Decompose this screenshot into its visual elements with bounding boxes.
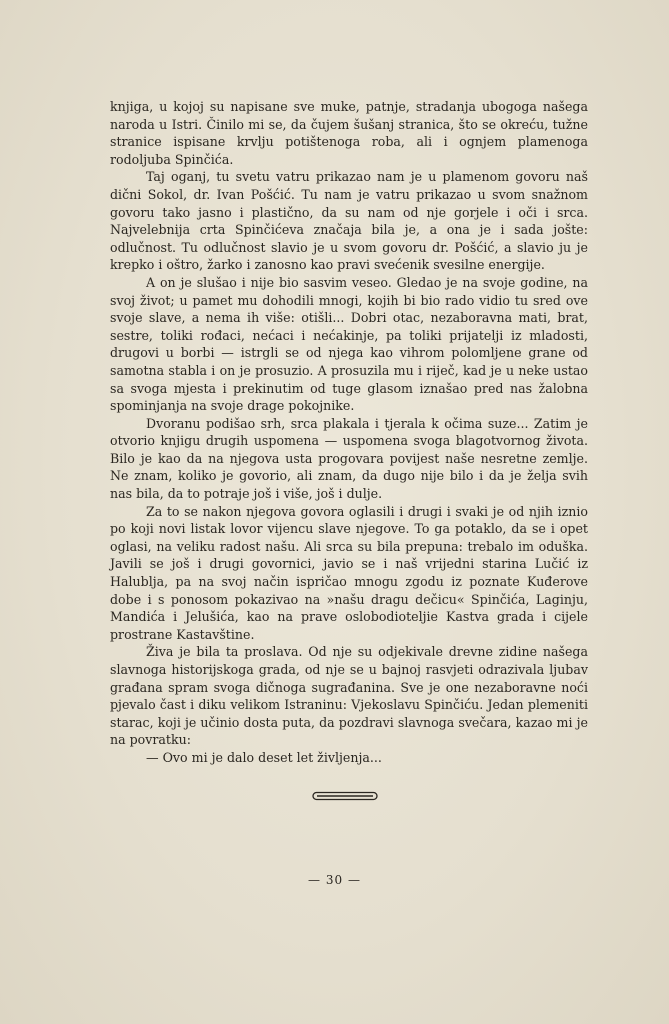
paragraph-3: A on je slušao i nije bio sasvim veseo. Gledao je na svoje godine, na svoj život; u pamet mu dohodili mnogi, kojih bi bio rado vidio tu sred ove svoje slave, a nema ih više: otišli... Dobri otac, nezaboravna mati, brat, sestre, toliki rođaci, nećaci i nećakinje, pa toliki prijatelji iz mladosti, drugovi u borbi — istrgli se od njega kao vihrom polomljene grane od samotna stabla i on je prosuzio. A prosuzila mu i riječ, kad je u neke ustao sa svoga mjesta i prekinutim od tuge glasom iznašao pred nas žalobna spominjanja na svoje drage pokojnike. bbox=[110, 274, 588, 414]
double-rule-ornament-icon bbox=[312, 791, 378, 801]
paragraph-1: knjiga, u kojoj su napisane sve muke, patnje, stradanja ubogoga našega naroda u Istri. Činilo mi se, da čujem šušanj stranica, što se okreću, tužne stranice ispisane krvlju potištenoga roba, ali i ognjem plamenoga rodoljuba Spinčića. bbox=[110, 99, 588, 167]
body-text bbox=[110, 98, 588, 767]
paragraph-4: Dvoranu podišao srh, srca plakala i tjerala k očima suze... Zatim je otvorio knjigu drugih uspomena — uspomena svoga blagotvornog života. Bilo je kao da na njegova usta progovara povijest naše nesretne zemlje. Ne znam, koliko je govorio, ali znam, da dugo nije bilo i da je želja svih nas bila, da to potraje još i više, još i dulje. bbox=[110, 415, 588, 502]
paragraph-2: Taj oganj, tu svetu vatru prikazao nam je u plamenom govoru naš dični Sokol, dr. Ivan Pošćić. Tu nam je vatru prikazao u svom snažnom govoru tako jasno i plastično, da su nam od nje gorjele i oči i srca. Najvelebnija crta Spinčićeva značaja bila je, a ona je i sada jošte: odlučnost. Tu odlučnost slavio je u svom govoru dr. Pošćić, a slavio ju je krepko i oštro, žarko i zanosno kao pravi svećenik svesilne energije. bbox=[110, 169, 588, 273]
paragraph-5: Za to se nakon njegova govora oglasili i drugi i svaki je od njih iznio po koji novi listak lovor vijencu slave njegove. To ga potaklo, da se i opet oglasi, na veliku radost našu. Ali srca su bila prepuna: trebalo im oduška. Javili se još i drugi govornici, javio se i naš vrijedni starina Lučić iz Halublja, pa na svoj način ispričao mnogu zgodu iz poznate Kuđerove dobe i s ponosom pokazivao na »našu dragu dečicu« Spinčića, Laginju, Mandića i Jelušića, kao na prave oslobodioteljie Kastva grada i cijele prostrane Kastavštine. bbox=[110, 503, 588, 642]
page-number: — 30 — bbox=[308, 873, 361, 887]
paragraph-6: Živa je bila ta proslava. Od nje su odjekivale drevne zidine našega slavnoga historijskoga grada, od nje se u bajnoj rasvjeti odrazivala ljubav građana spram svoga dičnoga sugrađanina. Sve je one nezaboravne noći pjevalo čast i diku velikom Istraninu: Vjekoslavu Spinčiću. Jedan plemeniti starac, koji je učinio dosta puta, da pozdravi slavnoga svečara, kazao mi je na povratku: bbox=[110, 644, 588, 748]
closing-quote: — Ovo mi je dalo deset let življenja... bbox=[146, 749, 382, 765]
